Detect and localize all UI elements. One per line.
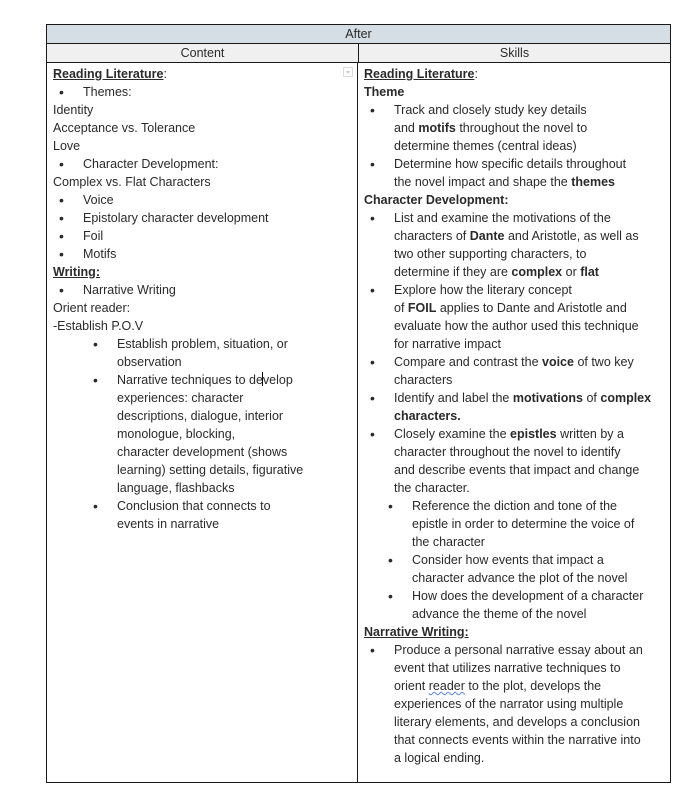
text-line: character development (shows bbox=[117, 445, 288, 459]
spellcheck-flagged-word[interactable]: reader bbox=[428, 679, 465, 693]
column-header-row bbox=[47, 44, 670, 63]
character-item: • Motifs bbox=[53, 245, 357, 263]
text-line: epistle in order to determine the voice of bbox=[412, 517, 635, 531]
sub-item-establish-problem bbox=[53, 335, 357, 371]
text-line: • How does the development of a character bbox=[412, 589, 644, 603]
text-line: advance the theme of the novel bbox=[412, 607, 587, 621]
theme-bullet-specific-details bbox=[364, 155, 666, 191]
char-bullet-complex bbox=[364, 389, 666, 425]
text-line: • Identify and label the motivations of complex bbox=[394, 391, 652, 405]
text-line: character throughout the novel to identify bbox=[394, 445, 621, 459]
text-line: • Compare and contrast the voice of two key bbox=[394, 355, 634, 369]
epistle-sub-bullet bbox=[364, 551, 666, 587]
text-line: characters of Dante and Aristotle, as well as bbox=[394, 229, 639, 243]
table-title: After bbox=[345, 27, 372, 41]
text-line: events in narrative bbox=[117, 517, 220, 531]
text-line: observation bbox=[117, 355, 182, 369]
text-line: • List and examine the motivations of the bbox=[394, 211, 611, 225]
text-line: determine themes (central ideas) bbox=[394, 139, 577, 153]
text-line: the character. bbox=[394, 481, 470, 495]
text-line: of FOIL applies to Dante and Aristotle and bbox=[394, 301, 627, 315]
text-line: learning) setting details, figurative bbox=[117, 463, 304, 477]
narrative-writing-heading: Narrative Writing: bbox=[364, 625, 469, 639]
theme-item: Love bbox=[53, 139, 81, 153]
themes-bullet: • Themes: bbox=[53, 83, 357, 101]
skills-reading-literature-heading: Reading Literature: bbox=[364, 67, 478, 81]
text-line: • Consider how events that impact a bbox=[412, 553, 604, 567]
reading-literature-heading: Reading Literature: bbox=[53, 67, 167, 81]
complex-flat-line: Complex vs. Flat Characters bbox=[53, 175, 211, 189]
text-line: and motifs throughout the novel to bbox=[394, 121, 588, 135]
cell-options-dropdown-icon[interactable] bbox=[343, 67, 353, 77]
establish-pov-line: -Establish P.O.V bbox=[53, 319, 144, 333]
orient-reader-line: Orient reader: bbox=[53, 301, 131, 315]
text-line: descriptions, dialogue, interior bbox=[117, 409, 284, 423]
text-line: experiences of the narrator using multiple bbox=[394, 697, 624, 711]
text-line: two other supporting characters, to bbox=[394, 247, 587, 261]
content-cell[interactable] bbox=[47, 63, 358, 782]
character-item: • Epistolary character development bbox=[53, 209, 357, 227]
text-line: experiences: character bbox=[117, 391, 244, 405]
epistle-sub-bullet bbox=[364, 497, 666, 551]
char-bullet-motivations bbox=[364, 209, 666, 281]
char-bullet-voice bbox=[364, 353, 666, 389]
text-line: monologue, blocking, bbox=[117, 427, 236, 441]
text-line: orient reader to the plot, develops the bbox=[394, 679, 602, 693]
text-line: language, flashbacks bbox=[117, 481, 235, 495]
column-header-content: Content bbox=[47, 44, 359, 62]
theme-heading: Theme bbox=[364, 85, 405, 99]
character-item: • Voice bbox=[53, 191, 357, 209]
text-line: • Explore how the literary concept bbox=[394, 283, 572, 297]
text-line: the novel impact and shape the themes bbox=[394, 175, 615, 189]
text-line: and describe events that impact and change bbox=[394, 463, 640, 477]
epistle-sub-bullet bbox=[364, 587, 666, 623]
text-line: characters. bbox=[394, 409, 461, 423]
text-line: for narrative impact bbox=[394, 337, 501, 351]
after-table bbox=[46, 24, 671, 783]
theme-item: Acceptance vs. Tolerance bbox=[53, 121, 196, 135]
skills-cell[interactable] bbox=[358, 63, 670, 782]
char-bullet-foil bbox=[364, 281, 666, 353]
char-bullet-epistles bbox=[364, 425, 666, 497]
text-line: evaluate how the author used this technique bbox=[394, 319, 639, 333]
text-line: literary elements, and develops a conclusion bbox=[394, 715, 640, 729]
sub-item-narrative-techniques bbox=[53, 371, 357, 497]
column-header-skills: Skills bbox=[499, 46, 530, 60]
text-line: • Produce a personal narrative essay about an bbox=[394, 643, 643, 657]
text-line: • Track and closely study key details bbox=[394, 103, 587, 117]
sub-item-conclusion bbox=[53, 497, 357, 533]
text-line: the character bbox=[412, 535, 485, 549]
theme-item: Identity bbox=[53, 103, 94, 117]
text-line: • Closely examine the epistles written by a bbox=[394, 427, 624, 441]
text-line: character advance the plot of the novel bbox=[412, 571, 628, 585]
text-line: determine if they are complex or flat bbox=[394, 265, 599, 279]
writing-heading: Writing: bbox=[53, 265, 100, 279]
narrative-essay-bullet bbox=[364, 641, 666, 767]
table-title-row bbox=[47, 25, 670, 44]
text-line: that connects events within the narrative into bbox=[394, 733, 641, 747]
narrative-writing-bullet: • Narrative Writing bbox=[53, 281, 357, 299]
text-line: • Conclusion that connects to bbox=[117, 499, 271, 513]
character-development-bullet: • Character Development: bbox=[53, 155, 357, 173]
text-line: • Narrative techniques to develop bbox=[117, 373, 293, 387]
text-line: event that utilizes narrative techniques to bbox=[394, 661, 621, 675]
text-line: characters bbox=[394, 373, 453, 387]
character-item: • Foil bbox=[53, 227, 357, 245]
text-line: • Reference the diction and tone of the bbox=[412, 499, 618, 513]
text-line: a logical ending. bbox=[394, 751, 485, 765]
theme-bullet-track-motifs bbox=[364, 101, 666, 155]
text-line: • Determine how specific details throughout bbox=[394, 157, 627, 171]
table-body-row bbox=[47, 63, 670, 782]
character-development-heading: Character Development: bbox=[364, 193, 509, 207]
text-line: • Establish problem, situation, or bbox=[117, 337, 288, 351]
